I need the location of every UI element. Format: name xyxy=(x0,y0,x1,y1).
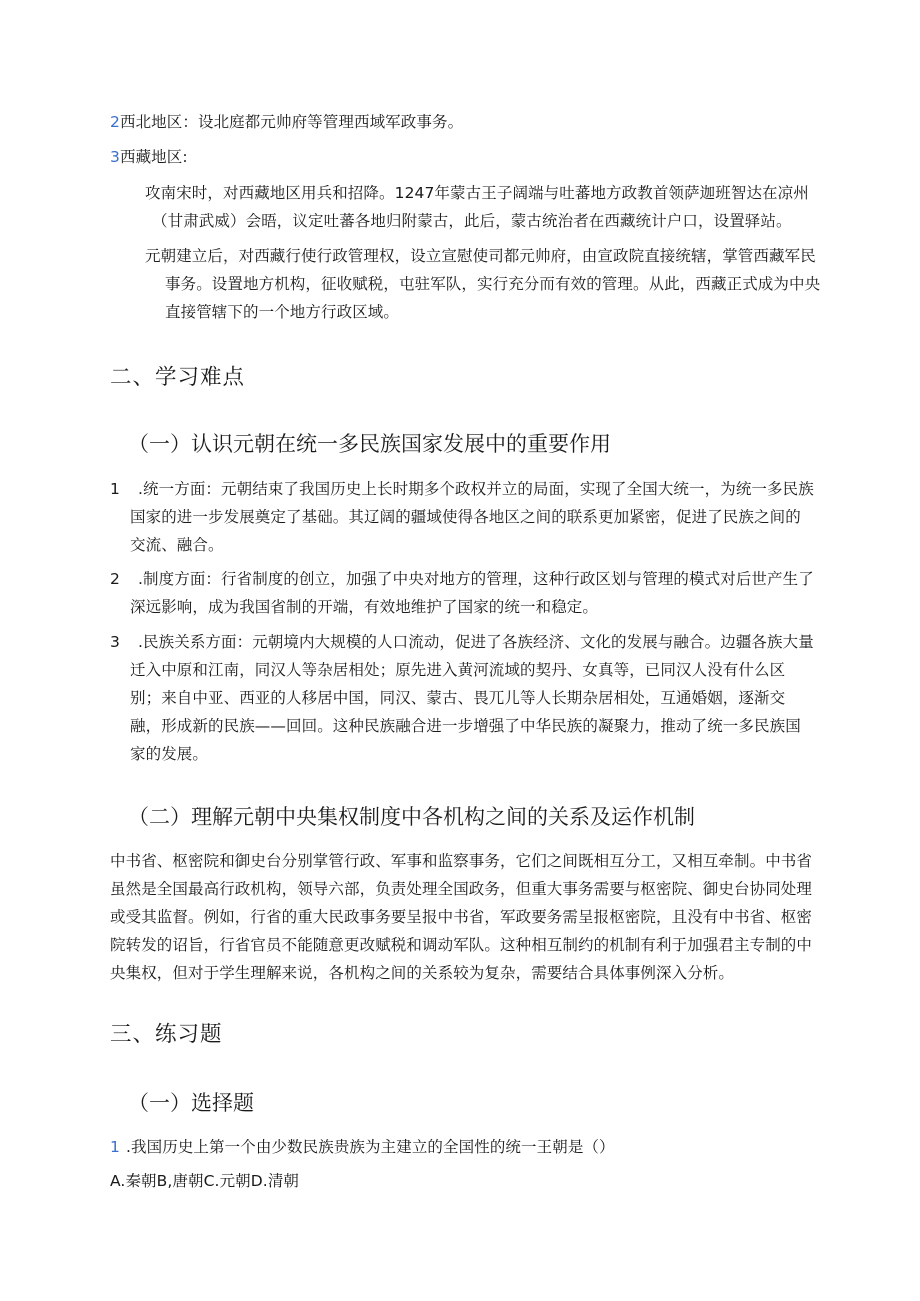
tibet-paragraph-1-line: （甘肃武威）会晤，议定吐蕃各地归附蒙古，此后，蒙古统治者在西藏统计户口，设置驿站。 xyxy=(152,212,792,230)
item-number: 3 xyxy=(110,148,120,166)
question-text: .我国历史上第一个由少数民族贵族为主建立的全国性的统一王朝是（） xyxy=(126,1138,615,1156)
subsection-heading: （一）认识元朝在统一多民族国家发展中的重要作用 xyxy=(128,432,611,456)
list-item-line xyxy=(110,632,814,653)
question-line xyxy=(110,1137,615,1158)
tibet-item xyxy=(110,147,188,168)
list-item-number: 1 xyxy=(110,480,120,498)
list-item-text: .民族关系方面：元朝境内大规模的人口流动，促进了各族经济、文化的发展与融合。边疆各族大量 xyxy=(138,633,814,651)
northwest-item xyxy=(110,112,463,133)
tibet-paragraph-2-line: 元朝建立后，对西藏行使行政管理权，设立宣慰使司都元帅府，由宣政院直接统辖，掌管西藏军民 xyxy=(145,247,816,265)
list-item-number: 3 xyxy=(110,633,120,651)
item-number: 2 xyxy=(110,113,120,131)
subsection-heading: （二）理解元朝中央集权制度中各机构之间的关系及运作机制 xyxy=(128,805,695,829)
paragraph-line: 央集权，但对于学生理解来说，各机构之间的关系较为复杂，需要结合具体事例深入分析。 xyxy=(110,964,735,982)
paragraph-line: 院转发的诏旨，行省官员不能随意更改赋税和调动军队。这种相互制约的机制有利于加强君主专制的中 xyxy=(110,936,813,954)
list-item-line: 交流、融合。 xyxy=(130,536,224,554)
list-item-line: 深远影响，成为我国省制的开端，有效地维护了国家的统一和稳定。 xyxy=(130,598,599,616)
question-number: 1 xyxy=(110,1138,120,1156)
list-item-text: .统一方面：元朝结束了我国历史上长时期多个政权并立的局面，实现了全国大统一，为统一多民族 xyxy=(138,480,814,498)
list-item-line: 别；来自中亚、西亚的人移居中国，同汉、蒙古、畏兀儿等人长期杂居相处，互通婚姻，逐渐交 xyxy=(130,689,786,707)
list-item-line: 迁入中原和江南，同汉人等杂居相处；原先进入黄河流域的契丹、女真等，已同汉人没有什么区 xyxy=(130,661,786,679)
item-text: 西北地区：设北庭都元帅府等管理西域军政事务。 xyxy=(119,113,464,131)
tibet-paragraph-2-line: 直接管辖下的一个地方行政区域。 xyxy=(165,303,400,321)
list-item-text: .制度方面：行省制度的创立，加强了中央对地方的管理，这种行政区划与管理的模式对后世产生了 xyxy=(138,570,814,588)
list-item-line xyxy=(110,479,814,500)
subsection-heading: （一）选择题 xyxy=(128,1091,254,1115)
section-heading: 二、学习难点 xyxy=(110,365,246,390)
paragraph-line: 中书省、枢密院和御史台分别掌管行政、军事和监察事务，它们之间既相互分工，又相互牵制。中书省 xyxy=(110,852,813,870)
list-item-number: 2 xyxy=(110,570,120,588)
paragraph-line: 虽然是全国最高行政机构，领导六部，负责处理全国政务，但重大事务需要与枢密院、御史台协同处理 xyxy=(110,880,813,898)
list-item-line: 国家的进一步发展奠定了基础。其辽阔的疆域使得各地区之间的联系更加紧密，促进了民族之间的 xyxy=(130,508,801,526)
tibet-paragraph-1-line: 攻南宋时，对西藏地区用兵和招降。1247年蒙古王子阔端与吐蕃地方政教首领萨迦班智达在凉州 xyxy=(145,184,809,202)
list-item-line: 家的发展。 xyxy=(130,745,209,763)
section-heading: 三、练习题 xyxy=(110,1022,223,1047)
tibet-paragraph-2-line: 事务。设置地方机构，征收赋税，屯驻军队，实行充分而有效的管理。从此，西藏正式成为中央 xyxy=(165,275,821,293)
paragraph-line: 或受其监督。例如，行省的重大民政事务要呈报中书省，军政要务需呈报枢密院，且没有中书省、枢密 xyxy=(110,908,813,926)
item-text: 西藏地区: xyxy=(119,148,188,166)
list-item-line xyxy=(110,569,814,590)
list-item-line: 融，形成新的民族——回回。这种民族融合进一步增强了中华民族的凝聚力，推动了统一多民族国 xyxy=(130,717,801,735)
question-options: A.秦朝B,唐朝C.元朝D.清朝 xyxy=(110,1172,300,1190)
